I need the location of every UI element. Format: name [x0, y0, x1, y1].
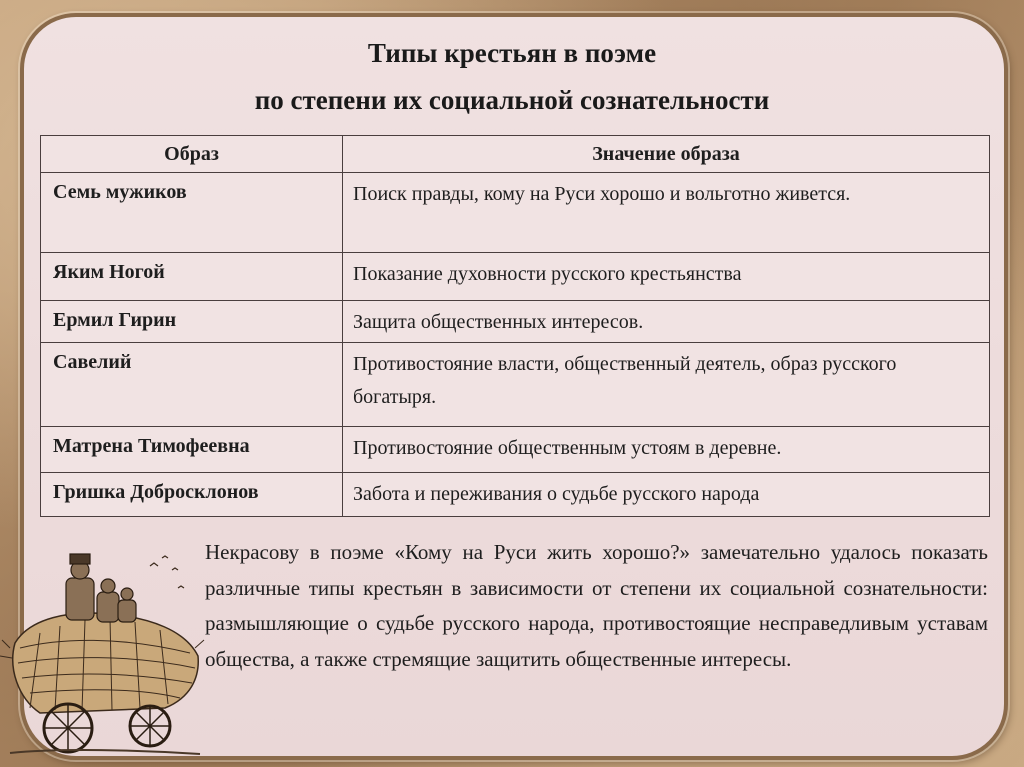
- row-meaning: Забота и переживания о судьбе русского народа: [343, 473, 990, 517]
- table-row: [41, 343, 990, 427]
- row-name: Матрена Тимофеевна: [41, 427, 343, 473]
- table-row: [41, 173, 990, 253]
- slide-title-line-1: Типы крестьян в поэме: [367, 38, 657, 68]
- column-header-meaning: Значение образа: [343, 136, 990, 173]
- peasant-types-table: [40, 135, 990, 517]
- table-row: [41, 253, 990, 301]
- table-row: [41, 473, 990, 517]
- slide-title-line-2: по степени их социальной сознательности: [254, 85, 770, 115]
- summary-paragraph: Некрасову в поэме «Кому на Руси жить хорошо?» замечательно удалось показать различные типы крестьян в зависимости от степени их социальной сознательности: размышляющие о судьбе русского народа, противостоящие несправедливым уставам общества, а также стремящие защитить общественные интересы.: [205, 540, 988, 671]
- row-name: Савелий: [41, 343, 343, 427]
- row-name: Семь мужиков: [41, 173, 343, 253]
- row-name: Гришка Добросклонов: [41, 473, 343, 517]
- table-header-row: [41, 136, 990, 173]
- column-header-image: Образ: [41, 136, 343, 173]
- row-meaning: Поиск правды, кому на Руси хорошо и вольготно живется.: [343, 173, 990, 253]
- row-meaning: Противостояние общественным устоям в деревне.: [343, 427, 990, 473]
- row-meaning: Показание духовности русского крестьянства: [343, 253, 990, 301]
- peasants-on-haycart-icon: [0, 548, 205, 767]
- row-name: Яким Ногой: [41, 253, 343, 301]
- row-name: Ермил Гирин: [41, 301, 343, 343]
- table-row: [41, 301, 990, 343]
- table-row: [41, 427, 990, 473]
- row-meaning: Защита общественных интересов.: [343, 301, 990, 343]
- row-meaning: Противостояние власти, общественный деятель, образ русского богатыря.: [343, 343, 990, 427]
